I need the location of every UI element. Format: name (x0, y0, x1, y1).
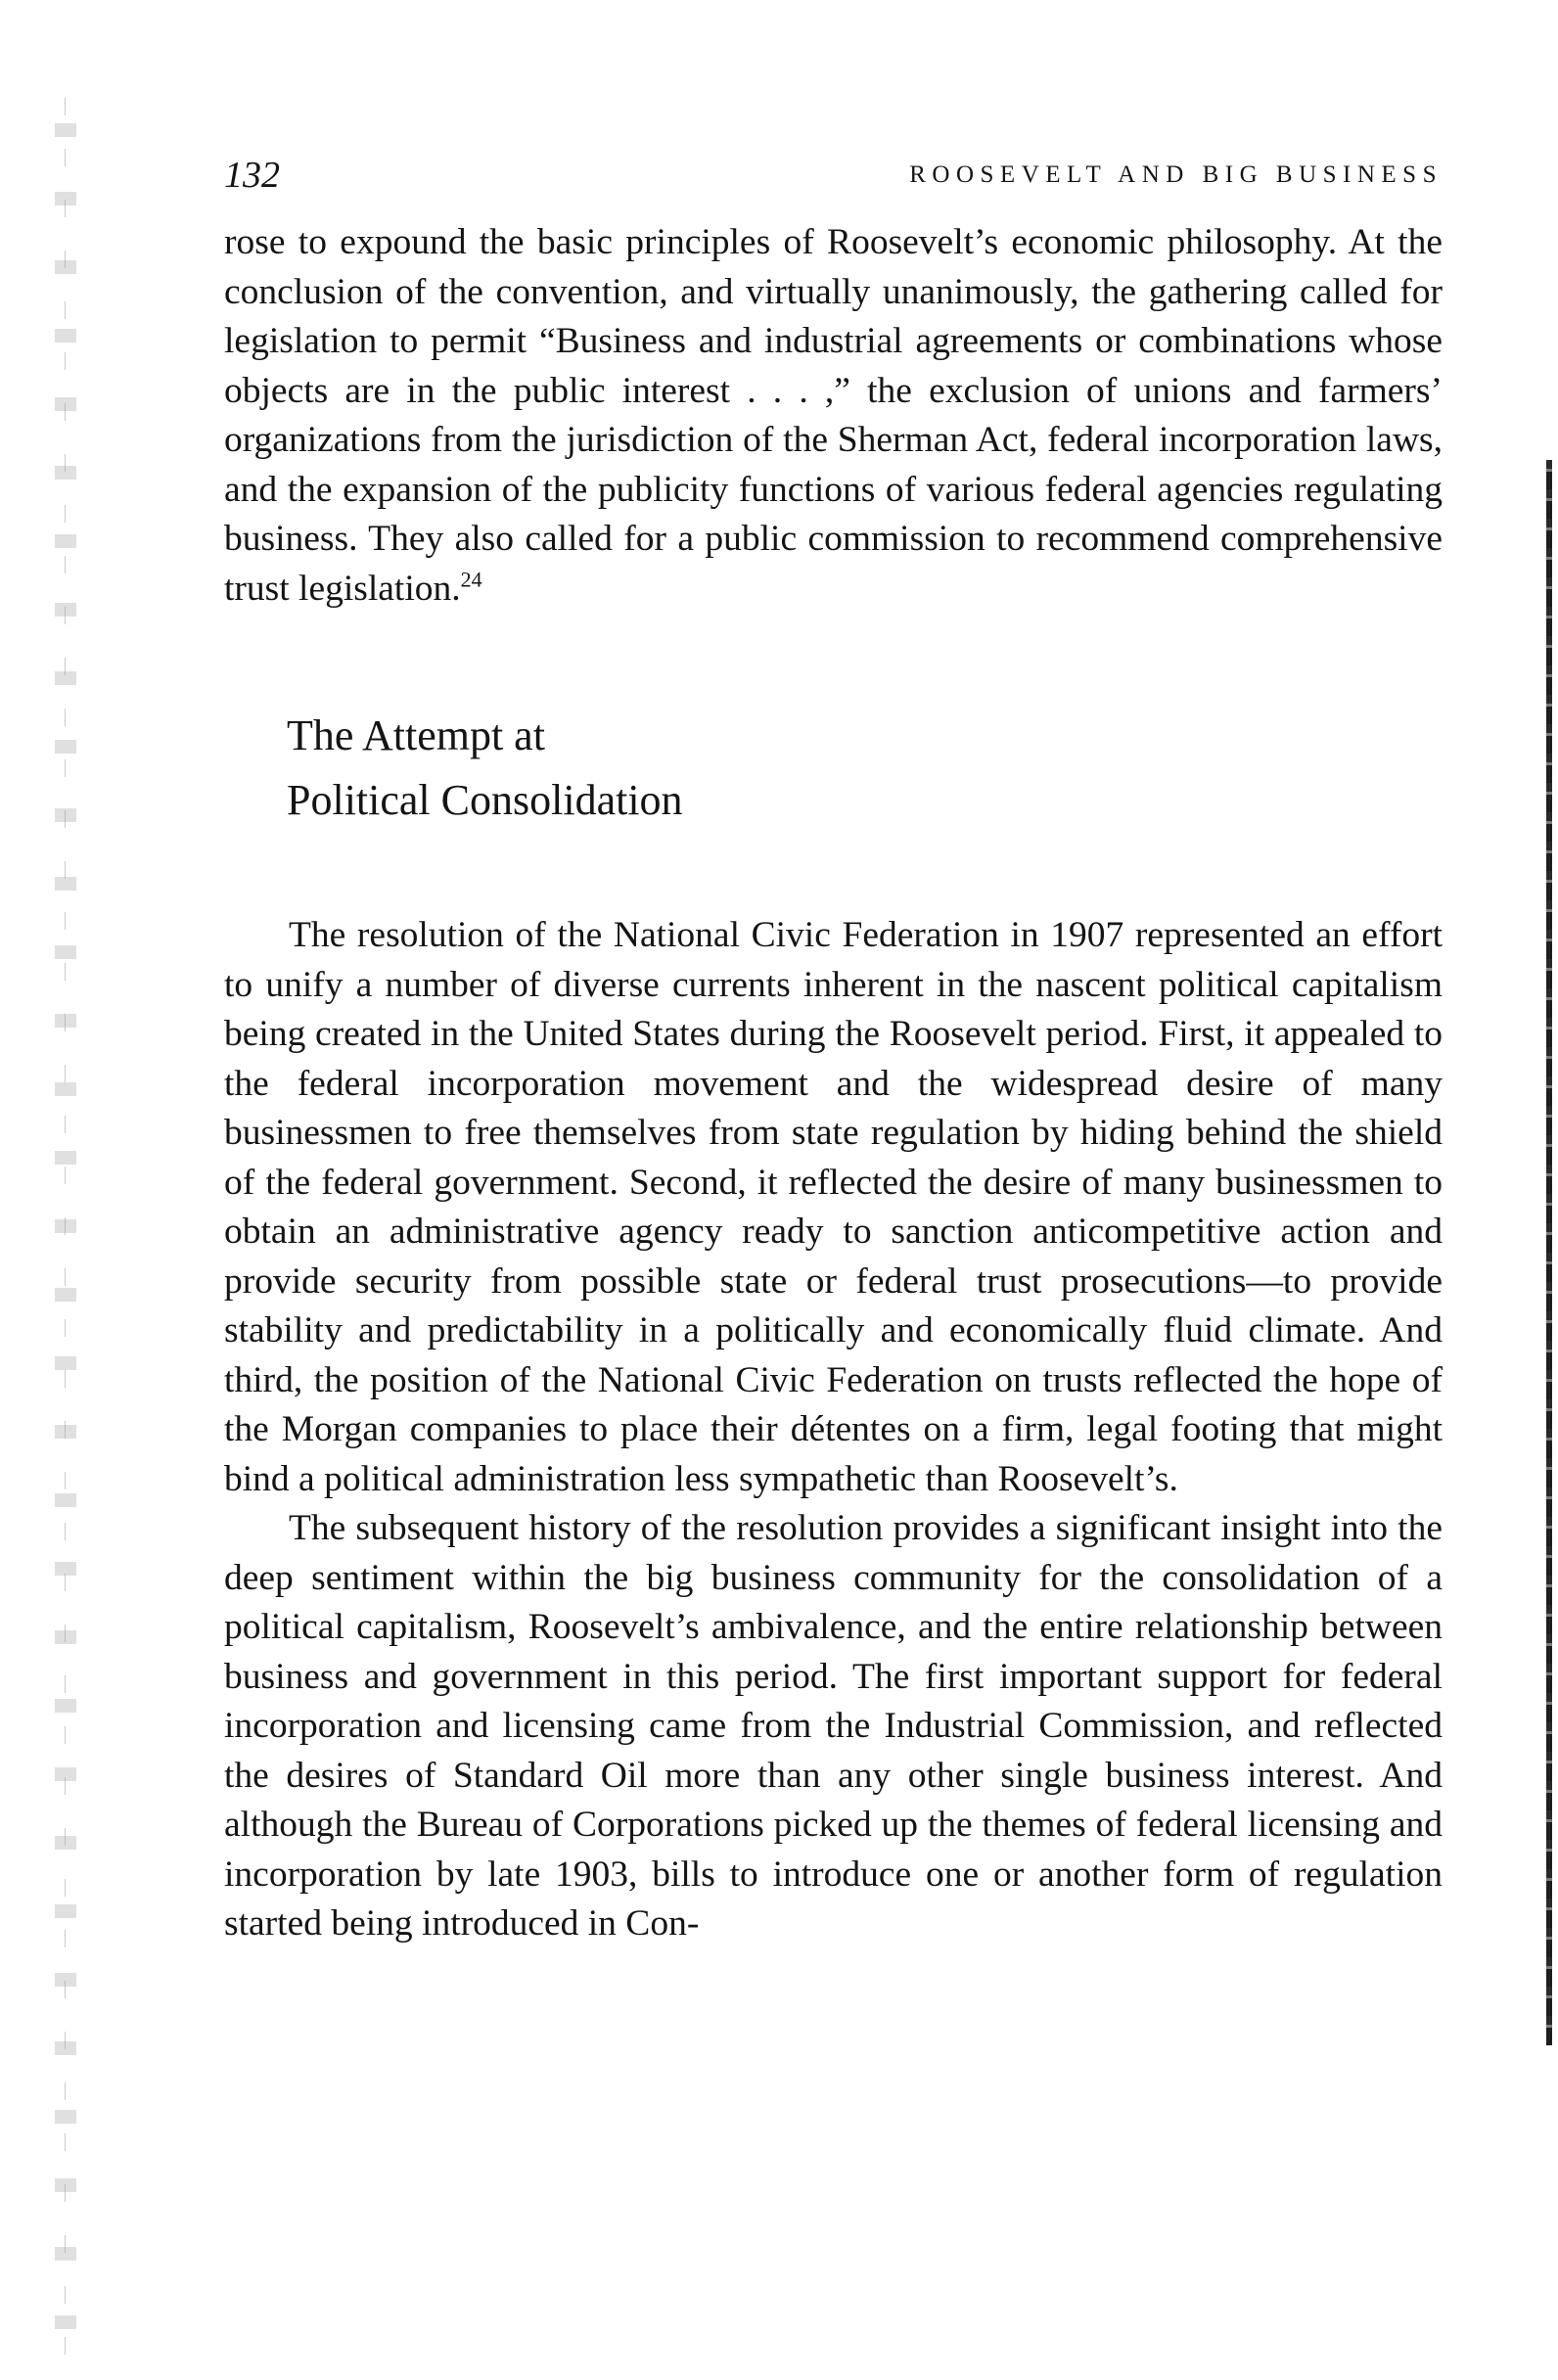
section-heading-line-1: The Attempt at (287, 711, 545, 759)
page-number: 132 (224, 155, 280, 196)
scan-binding-shadow (55, 98, 76, 2368)
running-title: ROOSEVELT AND BIG BUSINESS (909, 161, 1443, 188)
section-heading-line-2: Political Consolidation (287, 776, 683, 824)
scan-page-edge (1546, 460, 1552, 2045)
body-paragraph-2: The subsequent history of the resolution provides a significant insight into the deep sentiment within the big business community for the consolidation of a political capitalism, Roosevelt’s ambivalence, and the entire relationship between business and government in this period. The first important support for federal incorporation and licensing came from the Industrial Commission, and reflected the desires of Standard Oil more than any other single business interest. And although the Bureau of Corporations picked up the themes of federal licensing and incorporation by late 1903, bills to introduce one or another form of regulation started being introduced in Con- (224, 1508, 1443, 1944)
continuation-text: rose to expound the basic principles of Roosevelt’s economic philosophy. At the conclusion of the convention, and virtually unanimously, the gathering called for legislation to permit “Business and industrial agreements or combinations whose objects are in the public interest . . . ,” the exclusion of unions and farmers’ organizations from the jurisdiction of the Sherman Act, federal incorporation laws, and the expansion of the publicity functions of various federal agencies regulating business. They also called for a public commission to recommend comprehensive trust legislation. (224, 222, 1443, 609)
running-head (224, 152, 1443, 210)
section-heading (287, 704, 1443, 833)
footnote-reference: 24 (460, 567, 482, 591)
book-page (224, 152, 1443, 1949)
body-text (224, 218, 1443, 1949)
body-paragraph-1: The resolution of the National Civic Federation in 1907 represented an effort to unify a number of diverse currents inherent in the nascent political capitalism being created in the United States during the Roosevelt period. First, it appealed to the federal incorporation movement and the widespread desire of many businessmen to free themselves from state regulation by hiding behind the shield of the federal government. Second, it reflected the desire of many businessmen to obtain an administrative agency ready to sanction anticompetitive action and provide security from possible state or federal trust prosecutions—to provide stability and predictability in a politically and economically fluid climate. And third, the position of the National Civic Federation on trusts reflected the hope of the Morgan companies to place their détentes on a firm, legal footing that might bind a political administration less sympathetic than Roosevelt’s. (224, 915, 1443, 1499)
continuation-paragraph (224, 218, 1443, 614)
